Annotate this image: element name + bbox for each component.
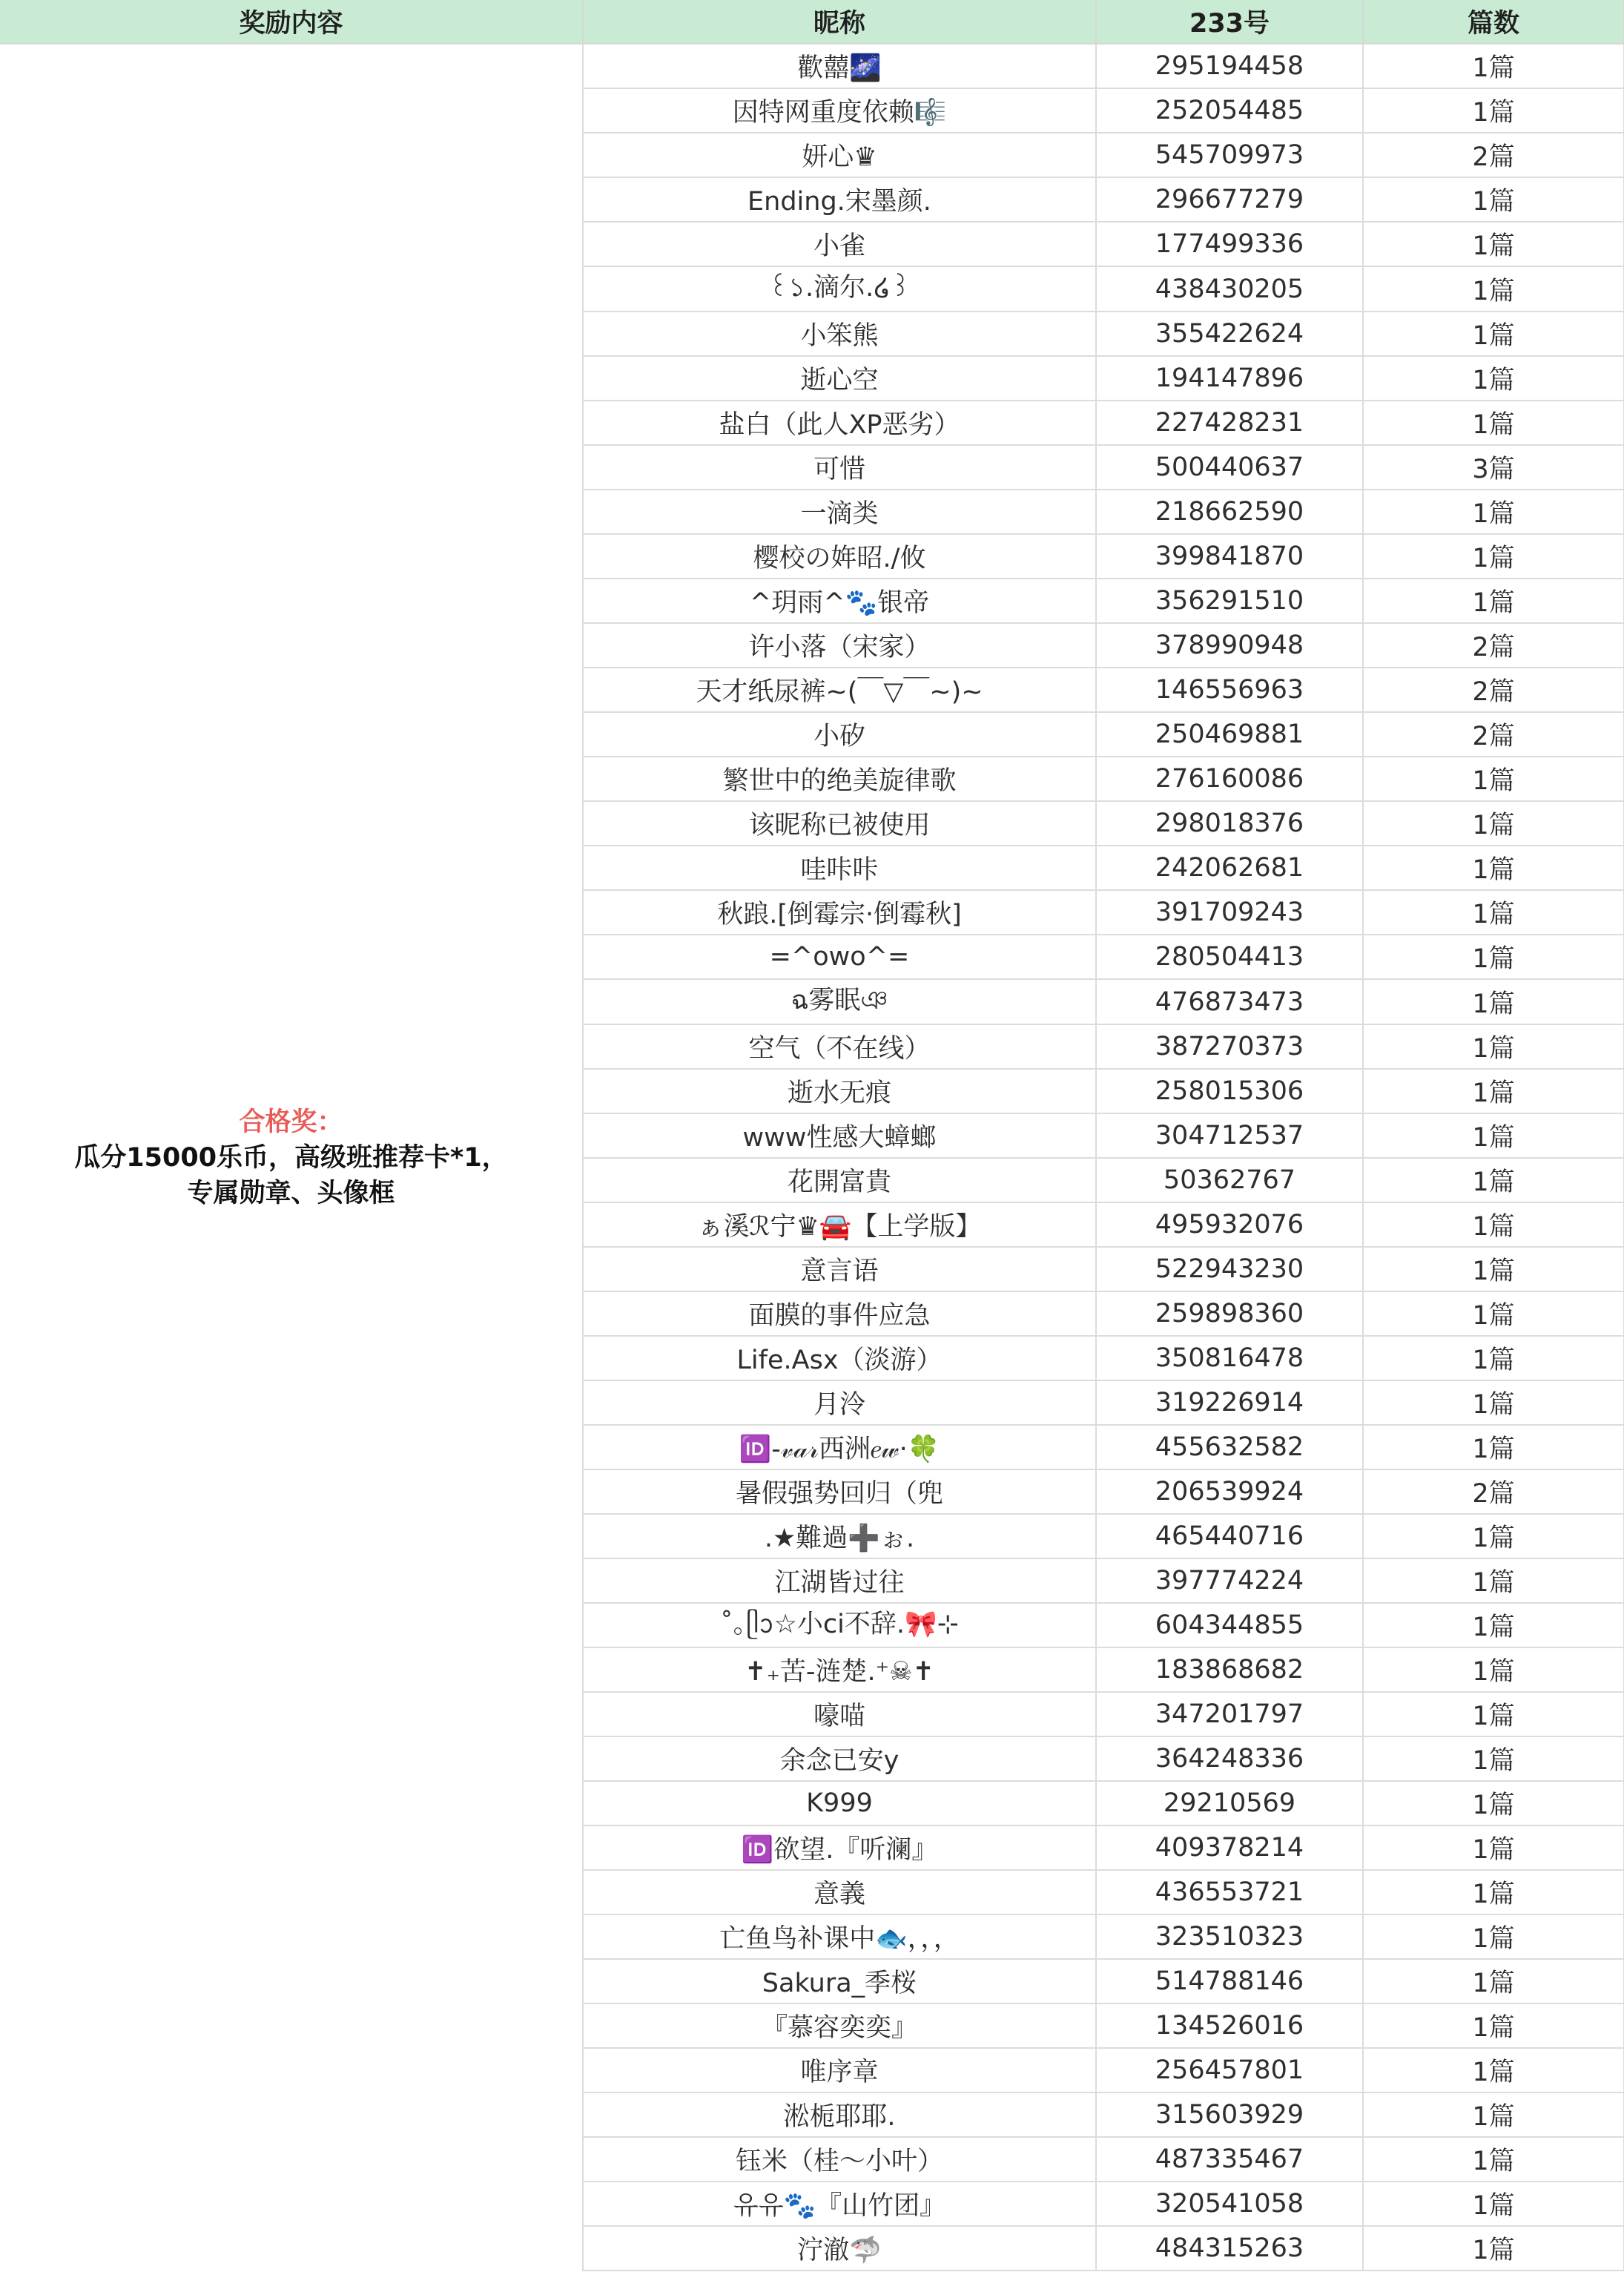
nickname-cell: 钰米（桂～小叶）: [583, 2137, 1096, 2182]
id-cell: 355422624: [1096, 312, 1363, 356]
nickname-cell: 逝心空: [583, 356, 1096, 401]
nickname-cell: 小笨熊: [583, 312, 1096, 356]
nickname-cell: 该昵称已被使用: [583, 801, 1096, 846]
count-cell: 1篇: [1363, 1825, 1624, 1870]
id-cell: 500440637: [1096, 445, 1363, 490]
table-body: [0, 44, 1624, 2271]
count-cell: 1篇: [1363, 222, 1624, 266]
nickname-cell: 因特网重度依赖🎼: [583, 88, 1096, 133]
count-cell: 1篇: [1363, 1113, 1624, 1158]
count-cell: 1篇: [1363, 266, 1624, 312]
id-cell: 319226914: [1096, 1380, 1363, 1425]
header-233-id: 233号: [1096, 0, 1363, 44]
count-cell: 1篇: [1363, 846, 1624, 890]
count-cell: 1篇: [1363, 1069, 1624, 1113]
count-cell: 1篇: [1363, 935, 1624, 979]
nickname-cell: 亡鱼鸟补课中🐟，，，: [583, 1914, 1096, 1959]
count-cell: 1篇: [1363, 177, 1624, 222]
count-cell: 1篇: [1363, 1914, 1624, 1959]
nickname-cell: 🆔欲望.『听澜』: [583, 1825, 1096, 1870]
table-header: [0, 0, 1624, 44]
id-cell: 387270373: [1096, 1024, 1363, 1069]
nickname-cell: 嚎喵: [583, 1692, 1096, 1736]
count-cell: 1篇: [1363, 1870, 1624, 1914]
reward-description-line2: 专属勋章、头像框: [187, 1178, 395, 1208]
nickname-cell: 可惜: [583, 445, 1096, 490]
nickname-cell: 意言语: [583, 1247, 1096, 1291]
count-cell: 1篇: [1363, 1736, 1624, 1781]
nickname-cell: 繁世中的绝美旋律歌: [583, 757, 1096, 801]
count-cell: 3篇: [1363, 445, 1624, 490]
id-cell: 256457801: [1096, 2048, 1363, 2092]
nickname-cell: 盐白（此人XP恶劣）: [583, 401, 1096, 445]
id-cell: 522943230: [1096, 1247, 1363, 1291]
nickname-cell: 樱校の姩昭./攸: [583, 534, 1096, 579]
count-cell: 2篇: [1363, 623, 1624, 668]
count-cell: 1篇: [1363, 2182, 1624, 2226]
count-cell: 1篇: [1363, 1959, 1624, 2003]
count-cell: 1篇: [1363, 1380, 1624, 1425]
id-cell: 206539924: [1096, 1469, 1363, 1514]
nickname-cell: 『慕容奕奕』: [583, 2003, 1096, 2048]
nickname-cell: 逝水无痕: [583, 1069, 1096, 1113]
reward-description-line1: 瓜分15000乐币，高级班推荐卡*1，: [74, 1142, 508, 1173]
nickname-cell: 歡囍🌌: [583, 44, 1096, 88]
nickname-cell: 许小落（宋家）: [583, 623, 1096, 668]
id-cell: 465440716: [1096, 1514, 1363, 1558]
id-cell: 146556963: [1096, 668, 1363, 712]
id-cell: 280504413: [1096, 935, 1363, 979]
header-reward: 奖励内容: [0, 0, 583, 44]
header-row: [0, 0, 1624, 44]
count-cell: 1篇: [1363, 1024, 1624, 1069]
id-cell: 399841870: [1096, 534, 1363, 579]
id-cell: 177499336: [1096, 222, 1363, 266]
count-cell: 1篇: [1363, 356, 1624, 401]
id-cell: 378990948: [1096, 623, 1363, 668]
nickname-cell: 月泠: [583, 1380, 1096, 1425]
id-cell: 29210569: [1096, 1781, 1363, 1825]
id-cell: 134526016: [1096, 2003, 1363, 2048]
nickname-cell: 天才纸尿裤~(￣▽￣~)~: [583, 668, 1096, 712]
nickname-cell: ぁ溪ℛ宁♛🚘【上学版】: [583, 1202, 1096, 1247]
count-cell: 1篇: [1363, 1514, 1624, 1558]
count-cell: 2篇: [1363, 712, 1624, 757]
id-cell: 298018376: [1096, 801, 1363, 846]
id-cell: 495932076: [1096, 1202, 1363, 1247]
count-cell: 1篇: [1363, 1558, 1624, 1603]
nickname-cell: ✝₊苦-涟楚.⁺☠✝: [583, 1647, 1096, 1692]
count-cell: 1篇: [1363, 1336, 1624, 1380]
nickname-cell: K999: [583, 1781, 1096, 1825]
id-cell: 436553721: [1096, 1870, 1363, 1914]
reward-title: 合格奖：: [239, 1107, 343, 1137]
id-cell: 242062681: [1096, 846, 1363, 890]
id-cell: 304712537: [1096, 1113, 1363, 1158]
count-cell: 1篇: [1363, 1425, 1624, 1469]
count-cell: 1篇: [1363, 1247, 1624, 1291]
count-cell: 1篇: [1363, 2048, 1624, 2092]
nickname-cell: Life.Asx（淡游）: [583, 1336, 1096, 1380]
nickname-cell: 余念已安y: [583, 1736, 1096, 1781]
nickname-cell: 暑假强势回归（兜: [583, 1469, 1096, 1514]
id-cell: 514788146: [1096, 1959, 1363, 2003]
count-cell: 2篇: [1363, 133, 1624, 177]
nickname-cell: .★難過➕ぉ.: [583, 1514, 1096, 1558]
id-cell: 356291510: [1096, 579, 1363, 623]
id-cell: 364248336: [1096, 1736, 1363, 1781]
nickname-cell: Ending.宋墨颜.: [583, 177, 1096, 222]
id-cell: 438430205: [1096, 266, 1363, 312]
nickname-cell: ฉ雾眠ঞ: [583, 979, 1096, 1024]
nickname-cell: 泞澈🦈: [583, 2226, 1096, 2271]
id-cell: 315603929: [1096, 2092, 1363, 2137]
count-cell: 1篇: [1363, 1158, 1624, 1202]
header-nickname: 昵称: [583, 0, 1096, 44]
id-cell: 350816478: [1096, 1336, 1363, 1380]
nickname-cell: 妍心♛: [583, 133, 1096, 177]
id-cell: 391709243: [1096, 890, 1363, 935]
count-cell: 1篇: [1363, 312, 1624, 356]
nickname-cell: 小矽: [583, 712, 1096, 757]
count-cell: 1篇: [1363, 534, 1624, 579]
nickname-cell: 面膜的事件应急: [583, 1291, 1096, 1336]
count-cell: 1篇: [1363, 1202, 1624, 1247]
id-cell: 295194458: [1096, 44, 1363, 88]
count-cell: 1篇: [1363, 757, 1624, 801]
count-cell: 1篇: [1363, 2092, 1624, 2137]
count-cell: 1篇: [1363, 1692, 1624, 1736]
count-cell: 1篇: [1363, 88, 1624, 133]
count-cell: 1篇: [1363, 1291, 1624, 1336]
id-cell: 250469881: [1096, 712, 1363, 757]
nickname-cell: 🆔-𝓋𝒶𝓇西洲𝑒𝓌·🍀: [583, 1425, 1096, 1469]
nickname-cell: 哇咔咔: [583, 846, 1096, 890]
id-cell: 227428231: [1096, 401, 1363, 445]
id-cell: 545709973: [1096, 133, 1363, 177]
nickname-cell: 淞栀耶耶.: [583, 2092, 1096, 2137]
id-cell: 50362767: [1096, 1158, 1363, 1202]
id-cell: 320541058: [1096, 2182, 1363, 2226]
count-cell: 1篇: [1363, 1647, 1624, 1692]
count-cell: 1篇: [1363, 1603, 1624, 1647]
id-cell: 323510323: [1096, 1914, 1363, 1959]
id-cell: 183868682: [1096, 1647, 1363, 1692]
count-cell: 1篇: [1363, 890, 1624, 935]
id-cell: 296677279: [1096, 177, 1363, 222]
reward-cell: [0, 44, 583, 2271]
id-cell: 194147896: [1096, 356, 1363, 401]
count-cell: 1篇: [1363, 579, 1624, 623]
id-cell: 484315263: [1096, 2226, 1363, 2271]
count-cell: 1篇: [1363, 401, 1624, 445]
id-cell: 259898360: [1096, 1291, 1363, 1336]
nickname-cell: 花開富貴: [583, 1158, 1096, 1202]
count-cell: 2篇: [1363, 668, 1624, 712]
nickname-cell: 小雀: [583, 222, 1096, 266]
count-cell: 2篇: [1363, 1469, 1624, 1514]
header-article-count: 篇数: [1363, 0, 1624, 44]
id-cell: 258015306: [1096, 1069, 1363, 1113]
nickname-cell: 秋踉.[倒霉宗·倒霉秋]: [583, 890, 1096, 935]
id-cell: 276160086: [1096, 757, 1363, 801]
id-cell: 347201797: [1096, 1692, 1363, 1736]
id-cell: 604344855: [1096, 1603, 1363, 1647]
count-cell: 1篇: [1363, 2137, 1624, 2182]
nickname-cell: 空气（不在线）: [583, 1024, 1096, 1069]
nickname-cell: ꒰১.滴尔.໒꒱: [583, 266, 1096, 312]
nickname-cell: =^owo^=: [583, 935, 1096, 979]
count-cell: 1篇: [1363, 979, 1624, 1024]
count-cell: 1篇: [1363, 2226, 1624, 2271]
id-cell: 476873473: [1096, 979, 1363, 1024]
nickname-cell: ^玥雨^🐾银帝: [583, 579, 1096, 623]
nickname-cell: ˚｡ᥫᩣ☆小ci不辞.🎀⊹: [583, 1603, 1096, 1647]
id-cell: 455632582: [1096, 1425, 1363, 1469]
nickname-cell: 유유🐾『山竹团』: [583, 2182, 1096, 2226]
id-cell: 487335467: [1096, 2137, 1363, 2182]
count-cell: 1篇: [1363, 1781, 1624, 1825]
table-row: [0, 44, 1624, 88]
count-cell: 1篇: [1363, 2003, 1624, 2048]
nickname-cell: 唯序章: [583, 2048, 1096, 2092]
nickname-cell: Sakura_季桜: [583, 1959, 1096, 2003]
count-cell: 1篇: [1363, 44, 1624, 88]
nickname-cell: 江湖皆过往: [583, 1558, 1096, 1603]
count-cell: 1篇: [1363, 801, 1624, 846]
id-cell: 218662590: [1096, 490, 1363, 534]
id-cell: 252054485: [1096, 88, 1363, 133]
id-cell: 397774224: [1096, 1558, 1363, 1603]
id-cell: 409378214: [1096, 1825, 1363, 1870]
nickname-cell: 意義: [583, 1870, 1096, 1914]
count-cell: 1篇: [1363, 490, 1624, 534]
nickname-cell: www性感大蟑螂: [583, 1113, 1096, 1158]
nickname-cell: 一滴类: [583, 490, 1096, 534]
